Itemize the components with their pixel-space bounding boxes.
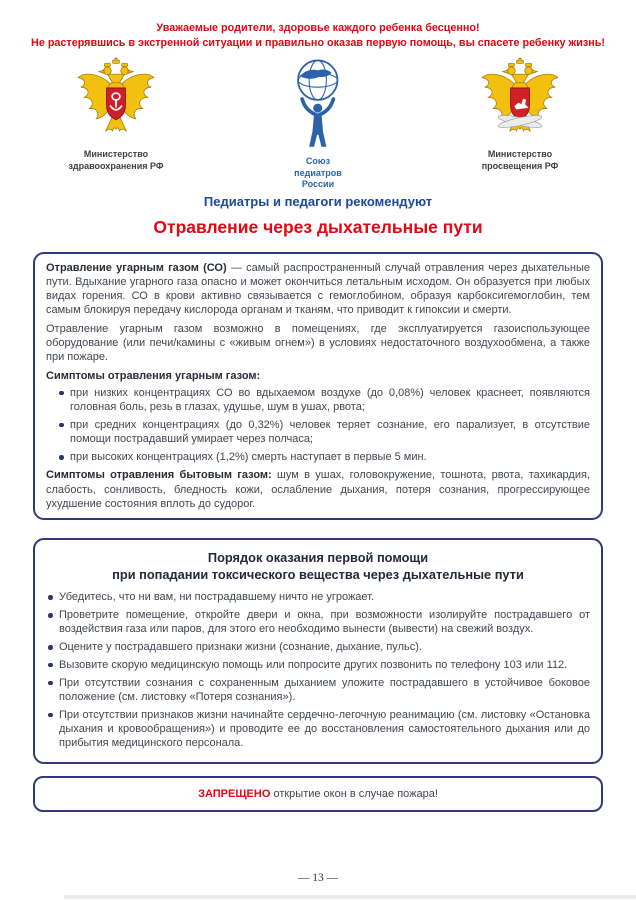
first-aid-steps-list [46,590,590,750]
co-symptoms-list [46,386,590,464]
forbidden-text: открытие окон в случае пожара! [270,787,438,800]
co-symptoms-heading: Симптомы отравления угарным газом: [46,369,261,382]
health-ministry-emblem-icon [73,57,159,143]
education-ministry-emblem-icon [477,57,563,143]
education-ministry-block [430,57,610,172]
aid-step-item: Оцените у пострадавшего признаки жизни (сознание, дыхание, пульс). [46,640,590,654]
health-ministry-label: Министерство здравоохранения РФ [68,149,164,171]
forbidden-warning-box [33,776,603,812]
pediatric-union-logo-icon [289,58,347,150]
pediatric-union-block [243,57,393,191]
symptom-item: при высоких концентрациях (1,2%) смерть наступает в первые 5 мин. [57,450,590,464]
recommendation-subtitle: Педиатры и педагоги рекомендуют [203,193,433,209]
header-appeal-line1: Уважаемые родители, здоровье каждого ребенка бесценно! [156,22,480,34]
first-aid-title-line2: при попадании токсического вещества через дыхательные пути [112,567,524,583]
gas-symptoms-paragraph: Симптомы отравления бытовым газом: шум в ушах, головокружение, тошнота, рвота, тахикардия, слабость, сонливость, бледность кожи, ослабление дыхания, потеря сознания, прогрессирующее ухудшение состояния вплоть до судорог. [46,469,590,510]
poisoning-info-box [33,252,603,521]
page-number: — 13 — [297,872,339,884]
first-aid-title [46,549,590,583]
forbidden-label: ЗАПРЕЩЕНО [198,787,271,800]
aid-step-item: При отсутствии сознания с сохраненным дыханием уложите пострадавшего в устойчивое боковое положение (см. листовку «Потеря сознания»). [46,676,590,705]
co-lead-text: Отравление угарным газом (СО) [46,261,227,274]
co-description-paragraph: Отравление угарным газом (СО) — самый распространенный случай отравления через дыхательные пути. Вдыхание угарного газа опасно и может окончиться летальным исходом. Он образуется при любых видах горения. СО в крови активно связывается с гемоглобином, образуя карбоксигемоглобин, тем самым блокируя передачу кислорода органам и тканям, что приводит к гипоксии и смерти. [46,261,590,317]
gas-symptoms-lead: Симптомы отравления бытовым газом: [46,469,272,482]
header-appeal [0,0,636,50]
aid-step-item: Убедитесь, что ни вам, ни пострадавшему ничто не угрожает. [46,590,590,604]
health-ministry-block [26,57,206,172]
symptom-item: при низких концентрациях СО во вдыхаемом воздухе (до 0,08%) человек краснеет, появляются головная боль, резь в глазах, удушье, шум в ушах, рвота; [57,386,590,415]
pediatric-union-label: Союз педиатров России [294,156,342,189]
education-ministry-label: Министерство просвещения РФ [481,149,559,171]
header-appeal-line2: Не растерявшись в экстренной ситуации и правильно оказав первую помощь, вы спасете ребенку жизнь! [31,36,605,49]
co-locations-paragraph: Отравление угарным газом возможно в помещениях, где эксплуатируется газоиспользующее оборудование (или печи/камины с «живым огнем») в условиях недостаточного воздухообмена, а также при пожаре. [46,322,590,364]
page-title: Отравление через дыхательные пути [153,216,483,237]
first-aid-box [33,538,603,763]
aid-step-item: При отсутствии признаков жизни начинайте сердечно-легочную реанимацию (см. листовку «Остановка дыхания и кровообращения») и проводите ее до восстановления самостоятельного дыхания или до прибытия медицинского персонала. [46,708,590,751]
aid-step-item: Вызовите скорую медицинскую помощь или попросите других позвонить по телефону 103 или 112. [46,658,590,672]
logo-row [0,50,636,191]
page-edge-artifact [64,895,636,899]
aid-step-item: Проветрите помещение, откройте двери и окна, при возможности изолируйте пострадавшего от воздействия газа или паров, для этого его необходимо вынести (вывести) на свежий воздух. [46,608,590,637]
symptom-item: при средних концентрациях (до 0,32%) человек теряет сознание, его парализует, в отсутствие помощи пострадавший умирает через полчаса; [57,418,590,447]
first-aid-title-line1: Порядок оказания первой помощи [207,550,429,566]
